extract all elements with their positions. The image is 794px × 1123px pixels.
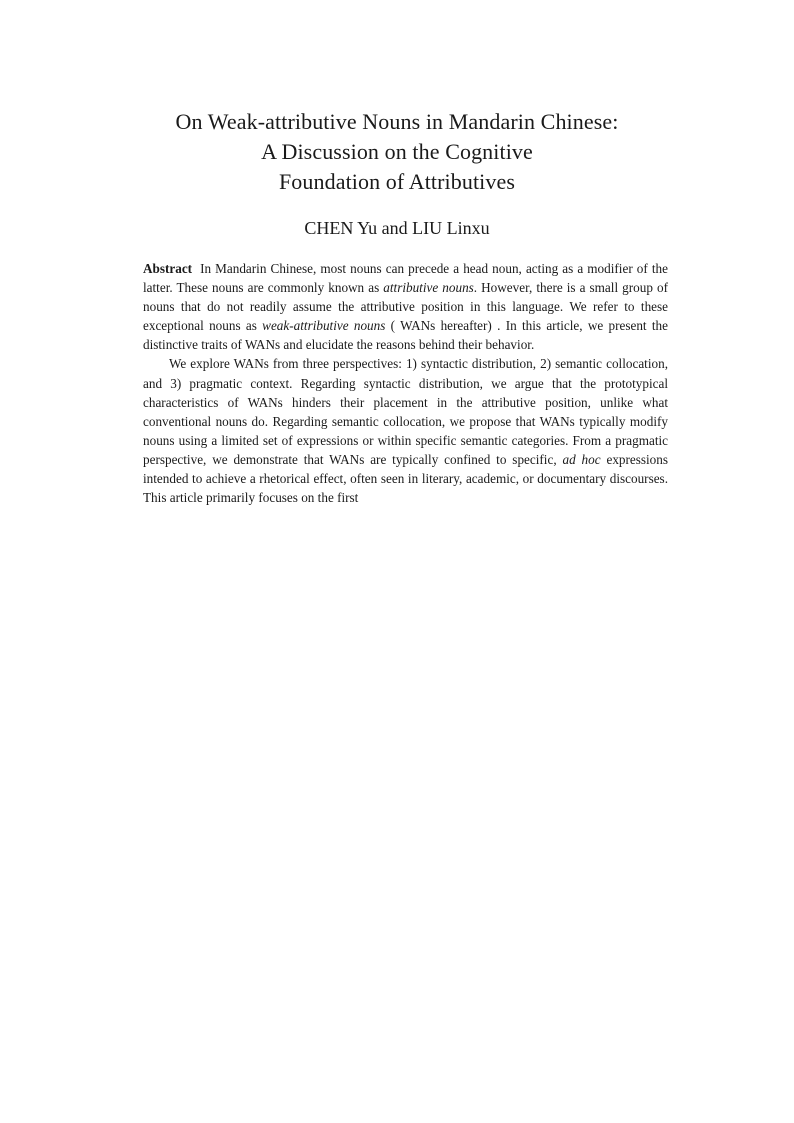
- abstract-p1-text-2: . However, there is a small group of nouns that do not readily assume the attributive position in this language. We refer to these exceptional nouns as: [143, 280, 668, 334]
- abstract-label: Abstract: [143, 261, 193, 276]
- title-line-1: On Weak-attributive Nouns in Mandarin Chinese:: [175, 109, 619, 134]
- abstract-p1-text-1: In Mandarin Chinese, most nouns can precede a head noun, acting as a modifier of the latter. These nouns are commonly known as: [143, 261, 668, 296]
- author-names: CHEN Yu and LIU Linxu: [304, 218, 490, 238]
- paper-title: [0, 107, 794, 197]
- abstract-p2-text-1: We explore WANs from three perspectives: 1) syntactic distribution, 2) semantic collocation, and 3) pragmatic context. Regarding syntactic distribution, we argue that the prototypical characteristics of WANs hinders their placement in the attributive position, unlike what conventional nouns do. Regarding semantic collocation, we propose that WANs typically modify nouns using a limited set of expressions or within specific semantic categories. From a pragmatic perspective, we demonstrate that WANs are typically confined to specific,: [143, 356, 668, 467]
- abstract-p2-term-ad-hoc: ad hoc: [562, 451, 601, 467]
- abstract-p1-term-attributive-nouns: attributive nouns: [383, 280, 474, 296]
- abstract-p2-text-2: expressions intended to achieve a rhetorical effect, often seen in literary, academic, or documentary discourses. This article primarily focuses on the first: [143, 451, 668, 506]
- abstract-section: [143, 259, 668, 507]
- abstract-paragraph-2: [143, 354, 668, 507]
- title-line-2: A Discussion on the Cognitive: [261, 139, 533, 164]
- abstract-paragraph-1: [143, 259, 668, 354]
- title-line-3: Foundation of Attributives: [278, 169, 516, 194]
- abstract-p1-text-3: ( WANs hereafter) . In this article, we present the distinctive traits of WANs and elucidate the reasons behind their behavior.: [143, 318, 669, 353]
- abstract-p1-term-weak-attributive-nouns: weak-attributive nouns: [262, 318, 386, 334]
